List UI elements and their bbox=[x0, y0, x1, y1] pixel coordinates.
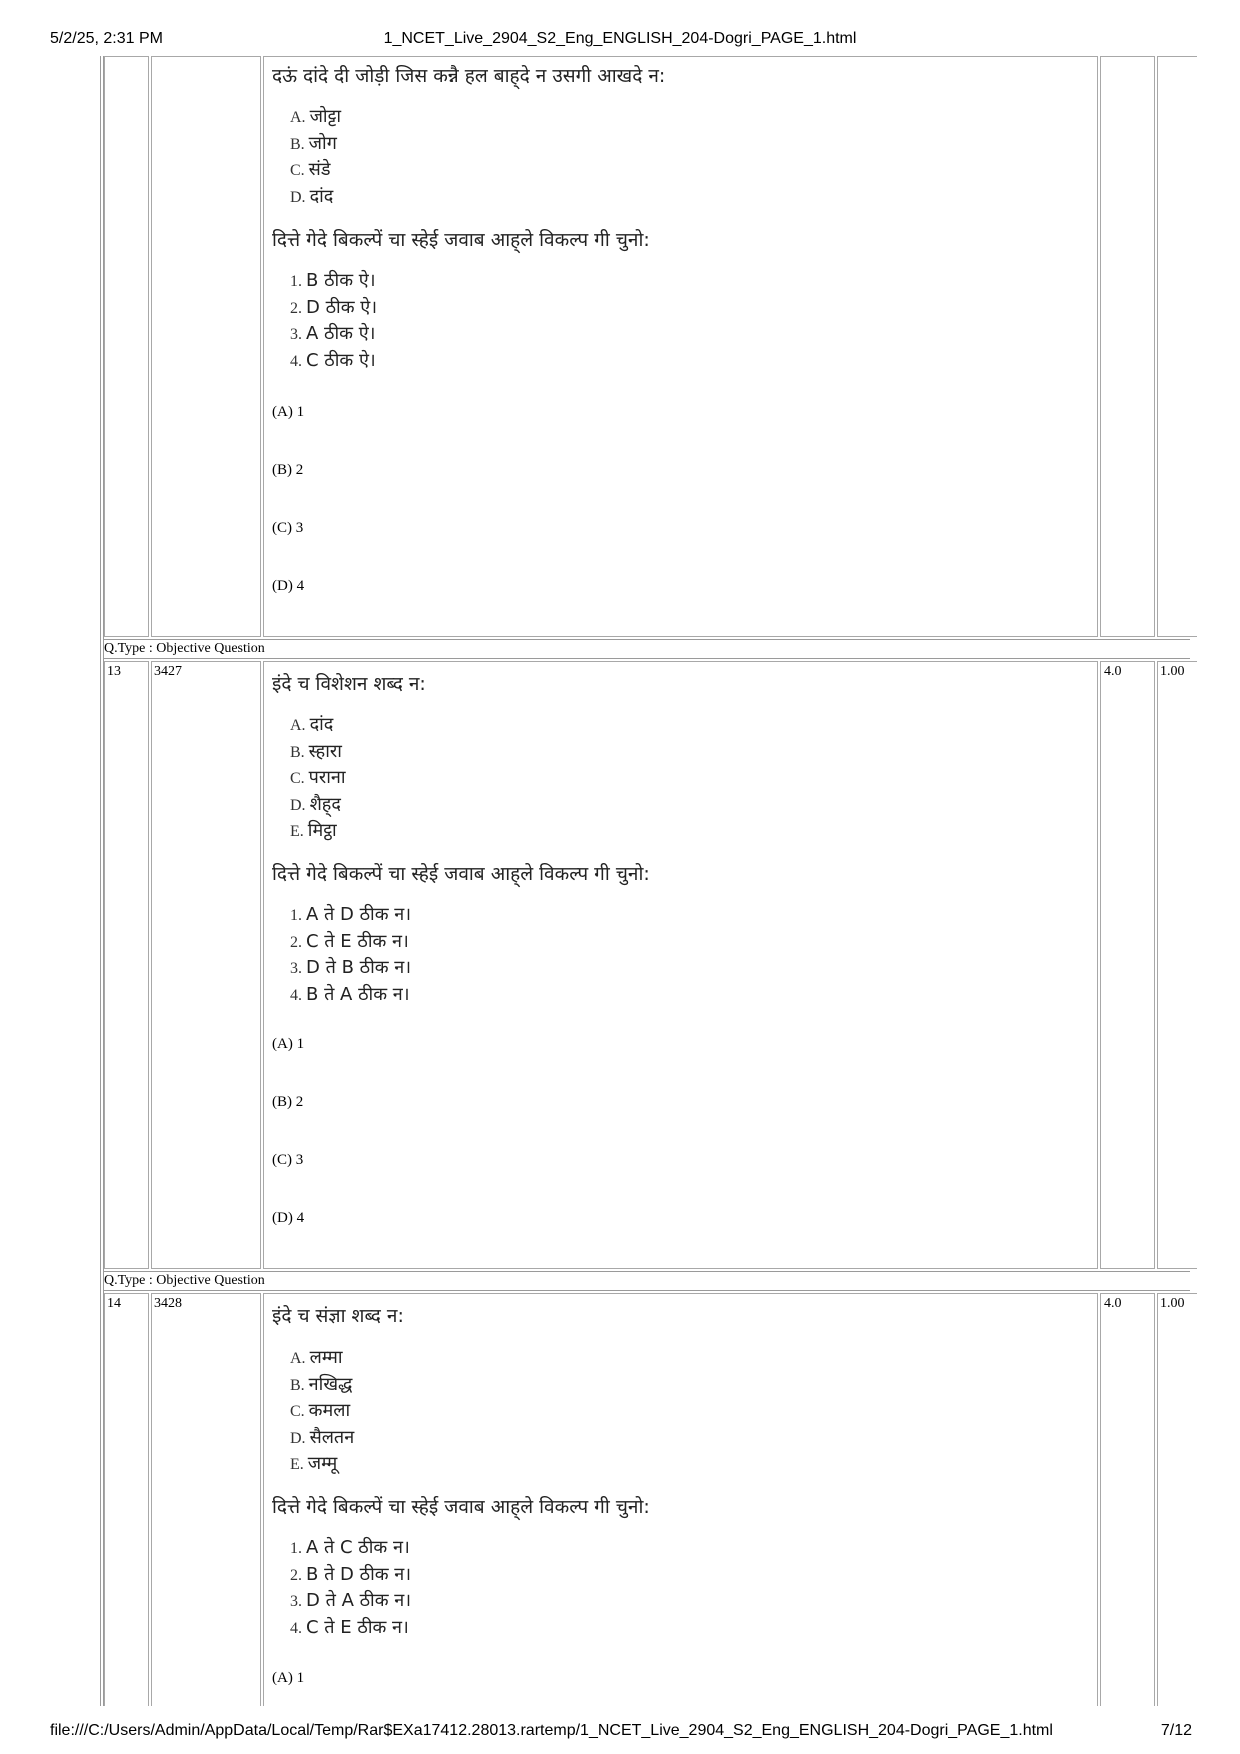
print-page-title: 1_NCET_Live_2904_S2_Eng_ENGLISH_204-Dogri_PAGE_1.html bbox=[383, 30, 857, 47]
q13-negative-cell bbox=[1157, 661, 1197, 1269]
list-item: 3. A ठीक ऐ। bbox=[290, 323, 376, 344]
q14-answers bbox=[290, 1535, 411, 1641]
q12-instruction: दित्ते गेदे बिकल्पें चा स्हेई जवाब आह्‌ले विकल्प गी चुनो: bbox=[272, 229, 650, 251]
q14-qtype-label: Q.Type : Objective Question bbox=[104, 1273, 265, 1288]
q12-choice-c: (C) 3 bbox=[272, 520, 304, 536]
list-item: 4. C ते E ठीक न। bbox=[290, 1616, 409, 1638]
list-item: 3. D ते A ठीक न। bbox=[290, 1590, 412, 1611]
list-item: D. शैह्‌द bbox=[290, 793, 341, 815]
q12-question-cell bbox=[263, 56, 1098, 637]
q14-negative-cell bbox=[1157, 1293, 1197, 1706]
list-item: C. कमला bbox=[290, 1400, 351, 1421]
q12-stem: दऊं दांदे दी जोड़ी जिस कन्नै हल बाह्‌दे न उसगी आखदे न: bbox=[272, 65, 666, 87]
q14-id-cell bbox=[151, 1293, 261, 1706]
list-item: 2. C ते E ठीक न। bbox=[290, 930, 409, 952]
list-item: 3. D ते B ठीक न। bbox=[290, 957, 412, 978]
q14-number: 14 bbox=[107, 1296, 121, 1311]
q13-marks: 4.0 bbox=[1104, 664, 1122, 679]
q13-answers bbox=[290, 902, 411, 1008]
list-item: D. दांद bbox=[290, 185, 334, 207]
table-left-border bbox=[100, 56, 101, 1706]
list-item: D. सैलतन bbox=[290, 1426, 355, 1448]
q12-negative-cell bbox=[1157, 56, 1197, 637]
list-item: 2. D ठीक ऐ। bbox=[290, 296, 378, 318]
list-item: E. मिट्ठा bbox=[290, 820, 337, 841]
q13-negative-marks: 1.00 bbox=[1160, 664, 1185, 679]
q14-marks: 4.0 bbox=[1104, 1296, 1122, 1311]
q14-question-id: 3428 bbox=[154, 1296, 182, 1311]
list-item: B. स्हारा bbox=[290, 740, 342, 762]
list-item: E. जम्मू bbox=[290, 1453, 338, 1474]
q14-stem: इंदे च संज्ञा शब्द न: bbox=[272, 1305, 404, 1327]
list-item: 4. B ते A ठीक न। bbox=[290, 983, 410, 1005]
list-item: 2. B ते D ठीक न। bbox=[290, 1563, 412, 1585]
list-item: A. दांद bbox=[290, 714, 334, 735]
q13-choice-c: (C) 3 bbox=[272, 1152, 304, 1168]
q12-id-cell bbox=[151, 56, 261, 637]
q14-marks-cell bbox=[1100, 1293, 1155, 1706]
q13-number: 13 bbox=[107, 664, 121, 679]
list-item: A. जोट्टा bbox=[290, 106, 342, 127]
q13-question-id: 3427 bbox=[154, 664, 182, 679]
q12-marks-cell bbox=[1100, 56, 1155, 637]
q14-number-cell bbox=[104, 1293, 149, 1706]
q12-choice-b: (B) 2 bbox=[272, 462, 304, 478]
q13-choice-a: (A) 1 bbox=[272, 1036, 305, 1052]
list-item: 1. A ते D ठीक न। bbox=[290, 904, 412, 925]
q14-instruction: दित्ते गेदे बिकल्पें चा स्हेई जवाब आह्‌ले विकल्प गी चुनो: bbox=[272, 1496, 650, 1518]
list-item: 1. B ठीक ऐ। bbox=[290, 270, 376, 291]
list-item: B. जोग bbox=[290, 132, 337, 154]
q13-choice-d: (D) 4 bbox=[272, 1210, 305, 1226]
q12-choice-a: (A) 1 bbox=[272, 404, 305, 420]
q14-items bbox=[290, 1345, 354, 1478]
row-divider bbox=[104, 1290, 1190, 1291]
q13-instruction: दित्ते गेदे बिकल्पें चा स्हेई जवाब आह्‌ले विकल्प गी चुनो: bbox=[272, 863, 650, 885]
print-datetime: 5/2/25, 2:31 PM bbox=[50, 30, 163, 47]
list-item: B. नखिद्ध bbox=[290, 1373, 353, 1395]
q12-items bbox=[290, 104, 341, 210]
q12-choice-d: (D) 4 bbox=[272, 578, 305, 594]
q13-stem: इंदे च विशेशन शब्द न: bbox=[272, 673, 426, 695]
q14-choice-a: (A) 1 bbox=[272, 1670, 305, 1686]
row-divider bbox=[104, 658, 1190, 659]
print-file-url: file:///C:/Users/Admin/AppData/Local/Temp/Rar$EXa17412.28013.rartemp/1_NCET_Live_2904_S2_Eng_ENGLISH_204-Dogri_PAGE_1.html bbox=[50, 1722, 1053, 1739]
list-item: C. पराना bbox=[290, 767, 346, 788]
row-divider bbox=[104, 639, 1190, 640]
q13-id-cell bbox=[151, 661, 261, 1269]
q13-number-cell bbox=[104, 661, 149, 1269]
q13-items bbox=[290, 712, 346, 845]
q13-marks-cell bbox=[1100, 661, 1155, 1269]
q12-answers bbox=[290, 268, 377, 374]
list-item: 1. A ते C ठीक न। bbox=[290, 1537, 410, 1558]
q13-choice-b: (B) 2 bbox=[272, 1094, 304, 1110]
q13-qtype-label: Q.Type : Objective Question bbox=[104, 641, 265, 656]
print-page-number: 7/12 bbox=[1160, 1722, 1192, 1739]
list-item: A. लम्मा bbox=[290, 1347, 343, 1368]
list-item: 4. C ठीक ऐ। bbox=[290, 349, 376, 371]
q14-negative-marks: 1.00 bbox=[1160, 1296, 1185, 1311]
list-item: C. संडे bbox=[290, 159, 331, 180]
row-divider bbox=[104, 1271, 1190, 1272]
q12-number-cell bbox=[104, 56, 149, 637]
